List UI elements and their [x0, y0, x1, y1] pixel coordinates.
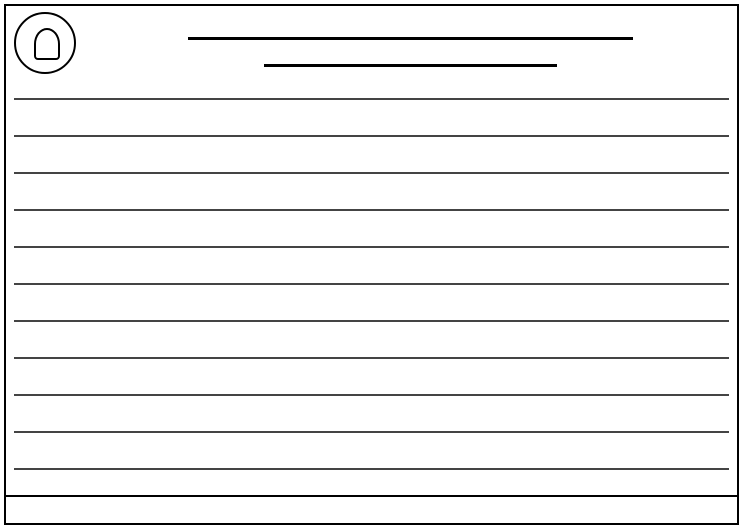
- notice-paragraph: [14, 204, 729, 214]
- notice-paragraph: [14, 463, 729, 473]
- notice-paragraph: [14, 93, 729, 103]
- notice-paragraph: [14, 352, 729, 362]
- tender-notice: [4, 4, 739, 525]
- notice-paragraph: [14, 315, 729, 325]
- notice-paragraph: [14, 241, 729, 251]
- notice-paragraph: [14, 426, 729, 436]
- notice-paragraph: [14, 389, 729, 399]
- footer-page: [16, 503, 136, 517]
- notice-title: [188, 19, 634, 40]
- organization-logo: [14, 12, 76, 74]
- notice-body: [14, 82, 729, 489]
- notice-header: [92, 12, 729, 74]
- notice-paragraph: [14, 130, 729, 140]
- notice-subtitle: [264, 46, 557, 67]
- notice-paragraph: [14, 167, 729, 177]
- notice-paragraph: [14, 278, 729, 288]
- footer-id: [607, 503, 727, 517]
- notice-footer: [6, 495, 737, 523]
- footer-organization: [312, 503, 432, 517]
